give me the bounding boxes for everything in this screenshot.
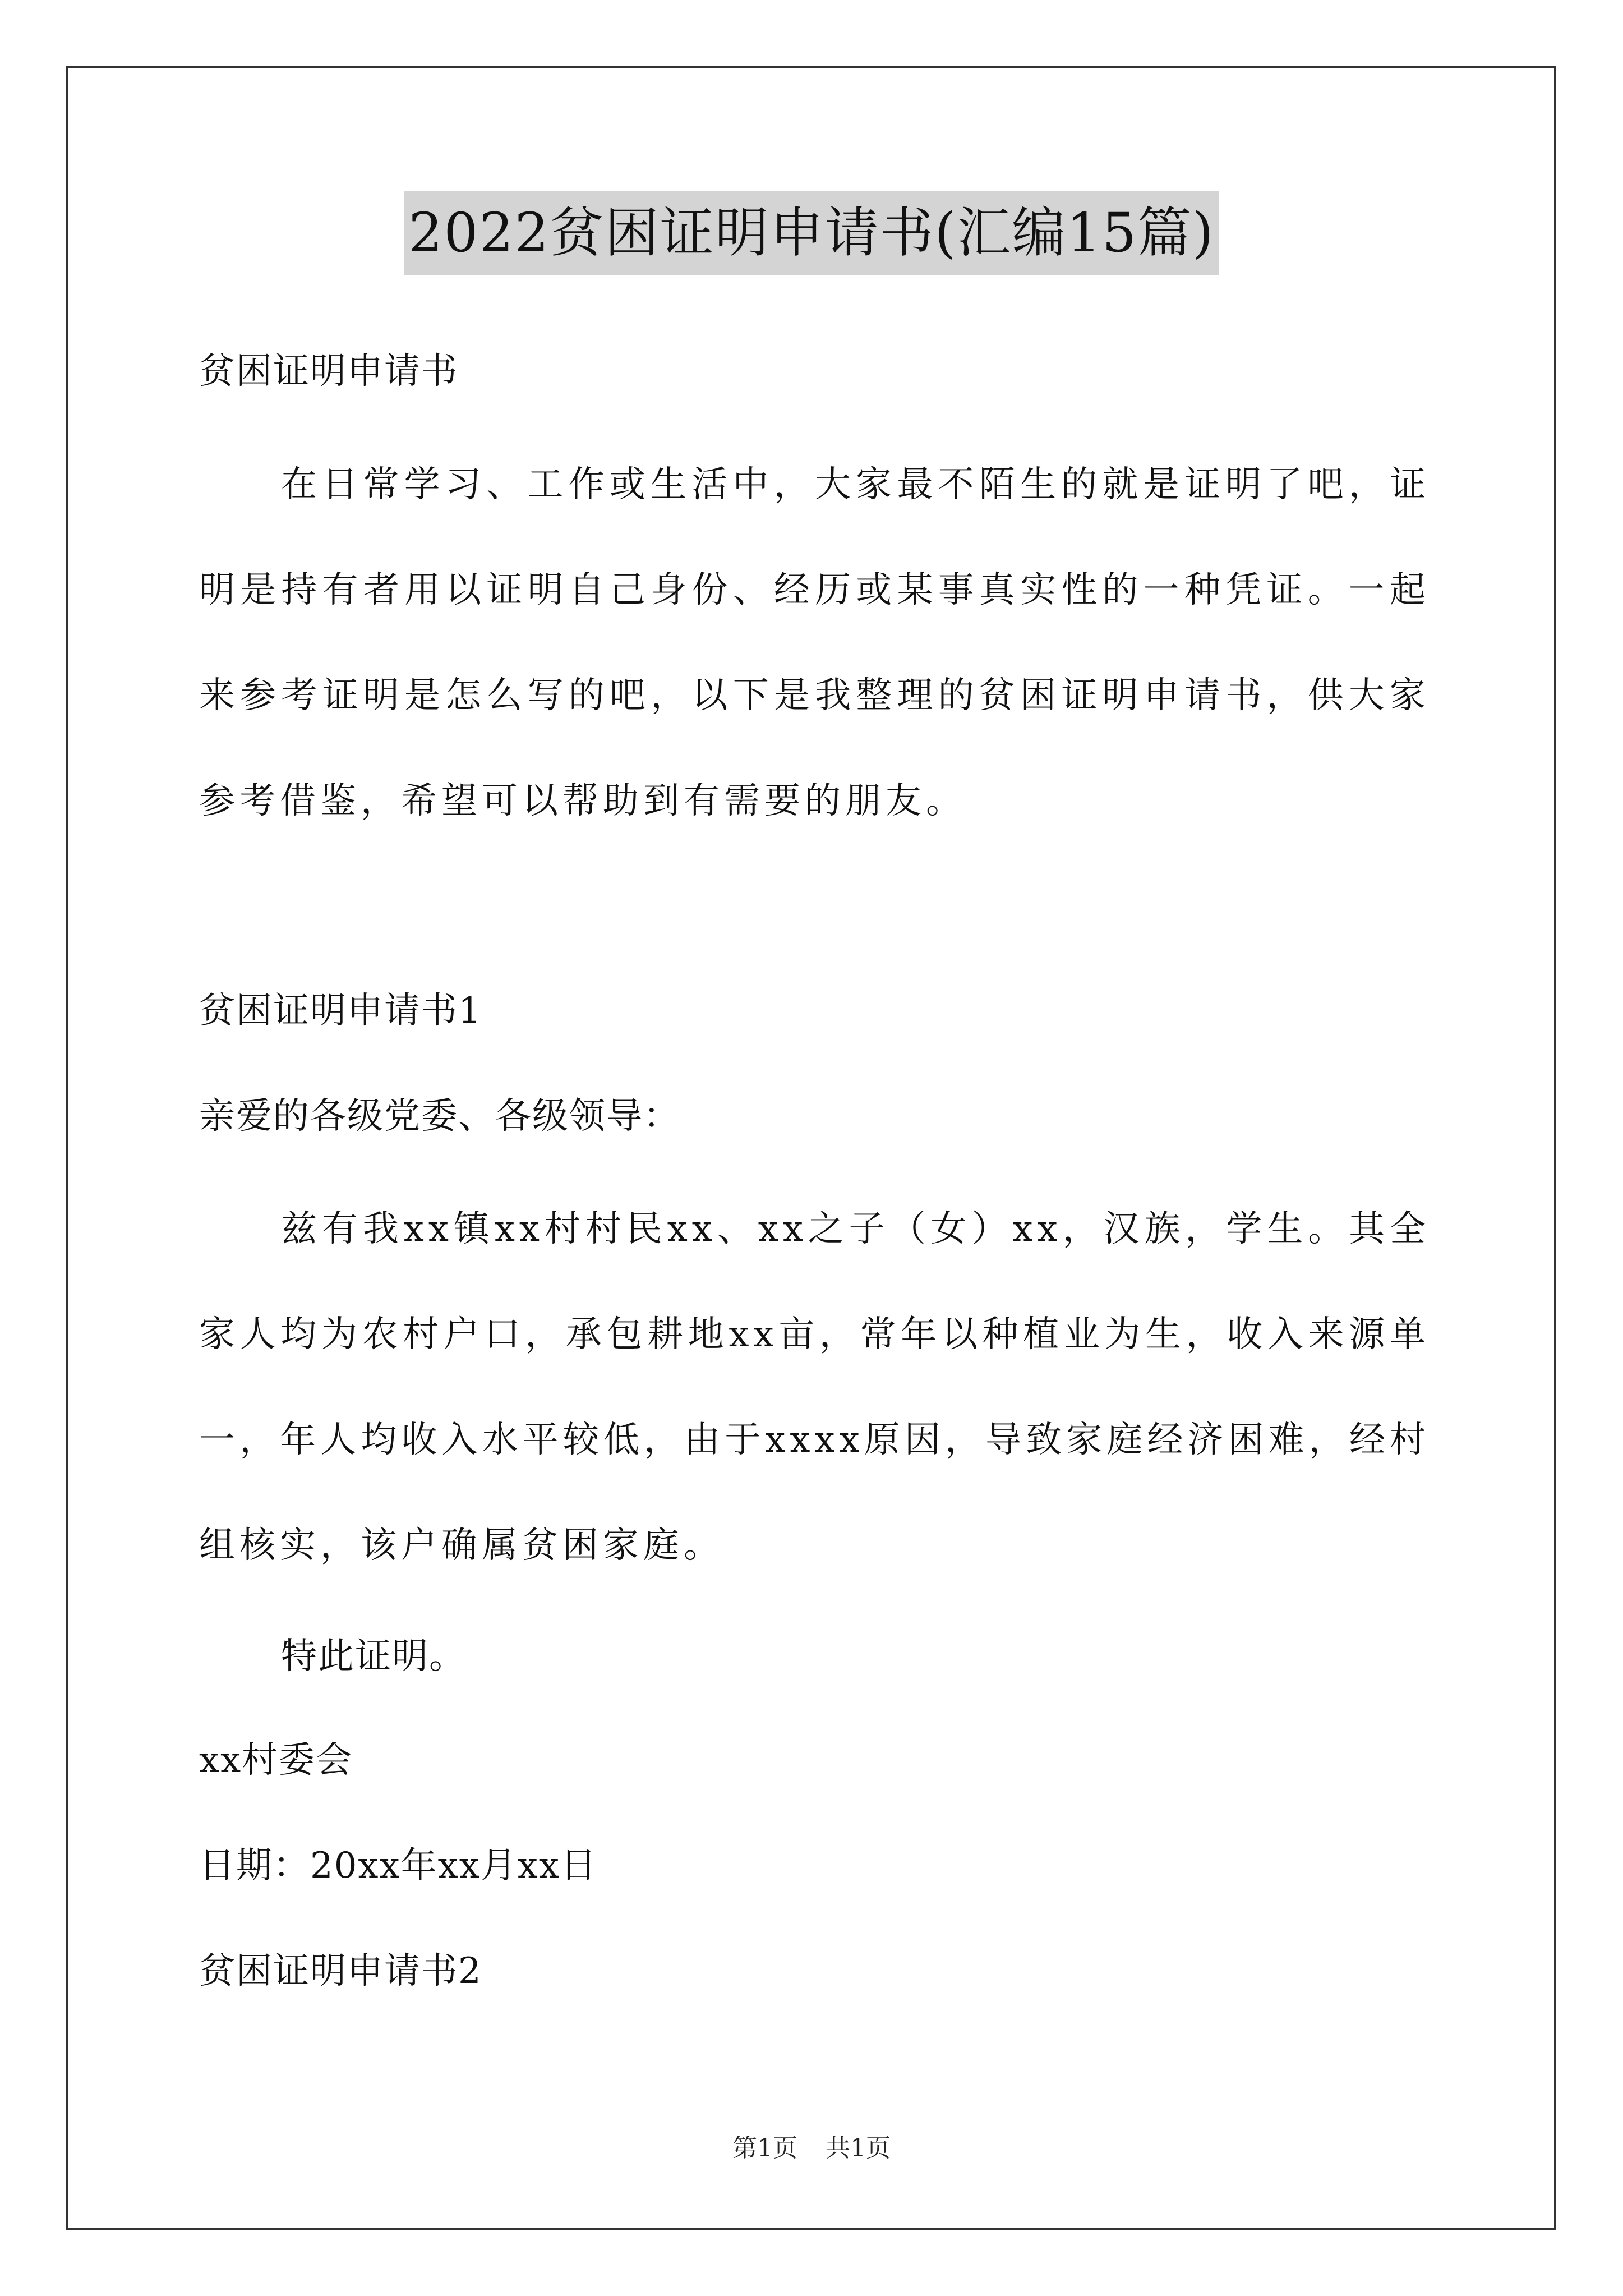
page-total: 共1页 <box>826 2134 891 2162</box>
date-line: 日期：20xx年xx月xx日 <box>199 1845 597 1887</box>
section2-title: 贫困证明申请书2 <box>199 1950 482 1992</box>
salutation: 亲爱的各级党委、各级领导： <box>199 1096 680 1137</box>
section-heading: 贫困证明申请书 <box>199 351 458 392</box>
section1-title: 贫困证明申请书1 <box>199 990 482 1032</box>
closing-line: 特此证明。 <box>281 1636 466 1677</box>
signature: xx村委会 <box>199 1740 353 1781</box>
document-title: 2022贫困证明申请书(汇编15篇) <box>404 191 1219 275</box>
body-paragraph: 兹有我xx镇xx村村民xx、xx之子（女）xx，汉族，学生。其全家人均为农村户口，承包耕地xx亩，常年以种植业为生，收入来源单一，年人均收入水平较低，由于xxxx原因，导致家庭经济困难，经村组核实，该户确属贫困家庭。 <box>199 1208 1430 1566</box>
intro-paragraph: 在日常学习、工作或生活中，大家最不陌生的就是证明了吧，证明是持有者用以证明自己身份、经历或某事真实性的一种凭证。一起来参考证明是怎么写的吧，以下是我整理的贫困证明申请书，供大家参考借鉴，希望可以帮助到有需要的朋友。 <box>199 464 1430 822</box>
page-number: 第1页 <box>732 2134 797 2162</box>
page-footer <box>0 2132 1623 2165</box>
title-container <box>0 191 1623 275</box>
